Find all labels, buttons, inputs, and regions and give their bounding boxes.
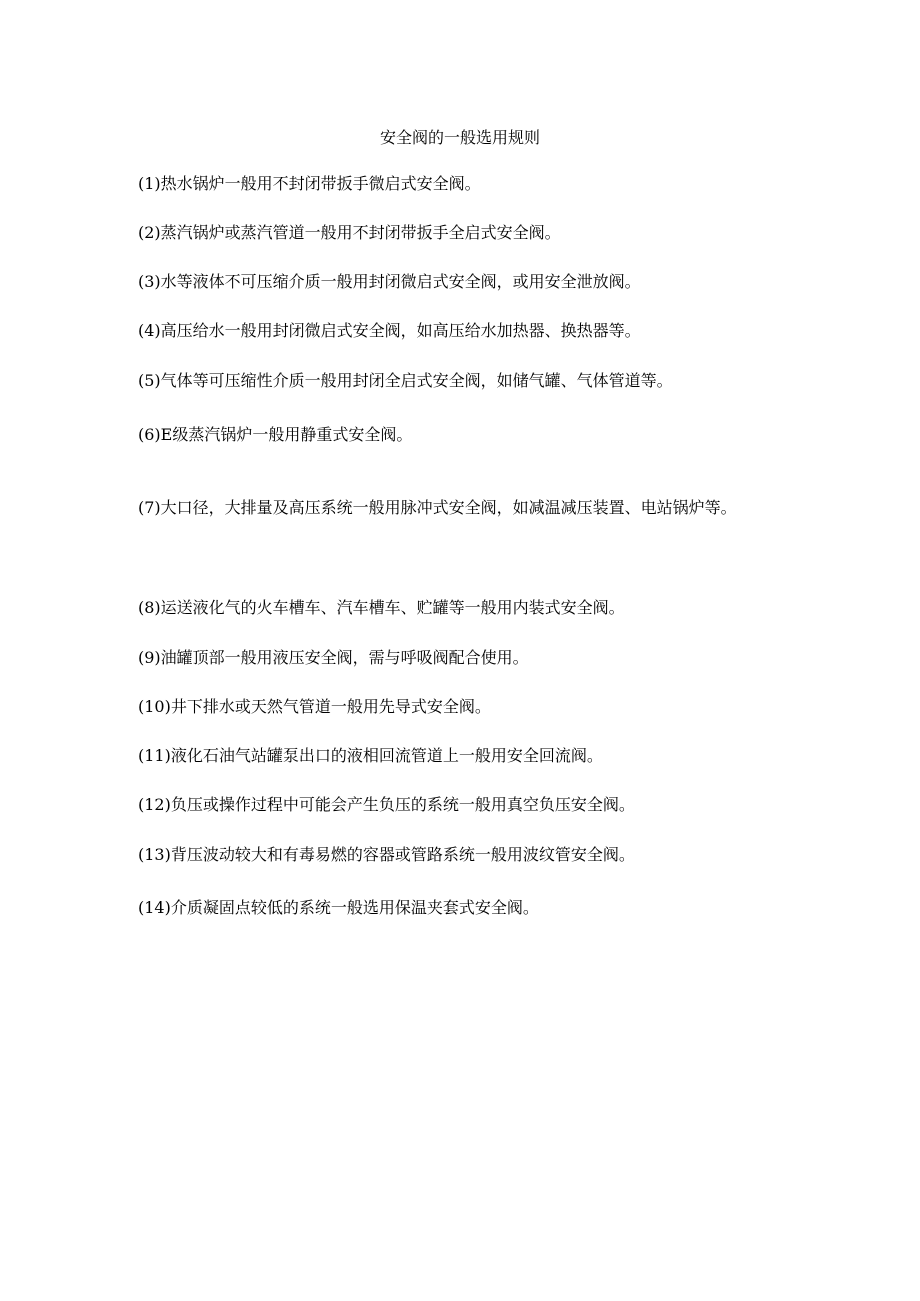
- rule-item-11: (11)液化石油气站罐泵出口的液相回流管道上一般用安全回流阀。: [138, 746, 603, 765]
- rule-item-12: (12)负压或操作过程中可能会产生负压的系统一般用真空负压安全阀。: [138, 795, 635, 814]
- rule-item-8: (8)运送液化气的火车槽车、汽车槽车、贮罐等一般用内装式安全阀。: [138, 598, 625, 617]
- rule-item-10: (10)井下排水或天然气管道一般用先导式安全阀。: [138, 697, 491, 716]
- rule-item-7: (7)大口径，大排量及高压系统一般用脉冲式安全阀，如减温减压装置、电站锅炉等。: [138, 498, 737, 517]
- rule-item-6: (6)E级蒸汽锅炉一般用静重式安全阀。: [138, 425, 413, 444]
- rule-item-13: (13)背压波动较大和有毒易燃的容器或管路系统一般用波纹管安全阀。: [138, 845, 635, 864]
- rule-item-1: (1)热水锅炉一般用不封闭带扳手微启式安全阀。: [138, 174, 481, 193]
- rule-item-3: (3)水等液体不可压缩介质一般用封闭微启式安全阀，或用安全泄放阀。: [138, 272, 641, 291]
- rule-item-5: (5)气体等可压缩性介质一般用封闭全启式安全阀，如储气罐、气体管道等。: [138, 371, 673, 390]
- rule-item-9: (9)油罐顶部一般用液压安全阀，需与呼吸阀配合使用。: [138, 648, 529, 667]
- rule-item-4: (4)高压给水一般用封闭微启式安全阀，如高压给水加热器、换热器等。: [138, 321, 641, 340]
- rule-item-14: (14)介质凝固点较低的系统一般选用保温夹套式安全阀。: [138, 898, 539, 917]
- document-title: 安全阀的一般选用规则: [379, 128, 540, 147]
- rule-item-2: (2)蒸汽锅炉或蒸汽管道一般用不封闭带扳手全启式安全阀。: [138, 223, 561, 242]
